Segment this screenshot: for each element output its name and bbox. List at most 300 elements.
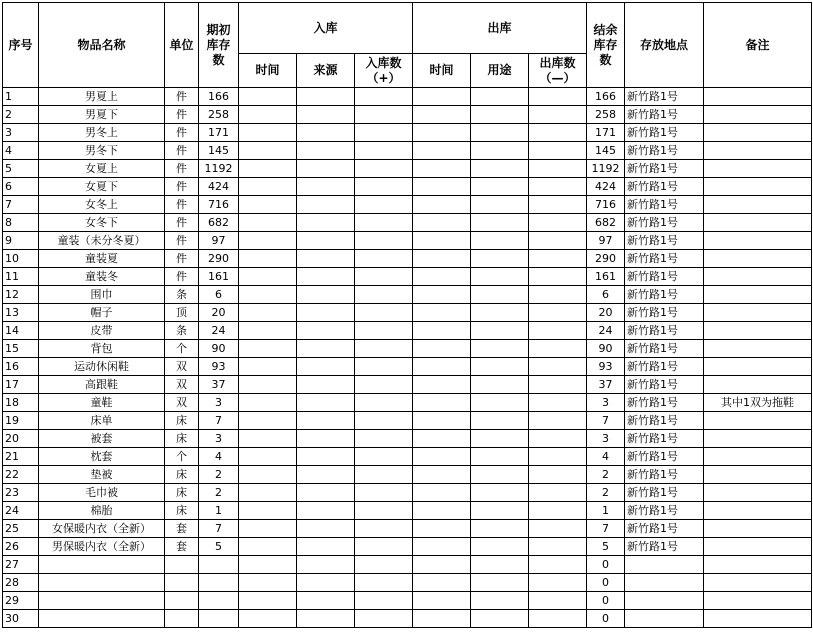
cell-remark[interactable] <box>704 592 812 610</box>
cell-location[interactable]: 新竹路1号 <box>625 412 704 430</box>
cell-item-name[interactable]: 男冬下 <box>39 142 165 160</box>
cell-in-source[interactable] <box>297 178 355 196</box>
cell-seq[interactable]: 25 <box>3 520 39 538</box>
cell-item-name[interactable]: 枕套 <box>39 448 165 466</box>
cell-in-time[interactable] <box>239 106 297 124</box>
cell-unit[interactable]: 条 <box>165 286 199 304</box>
cell-in-qty[interactable] <box>355 466 413 484</box>
cell-seq[interactable]: 13 <box>3 304 39 322</box>
cell-unit[interactable]: 双 <box>165 376 199 394</box>
cell-in-time[interactable] <box>239 322 297 340</box>
cell-closing-stock[interactable]: 6 <box>587 286 625 304</box>
cell-out-qty[interactable] <box>529 250 587 268</box>
cell-out-qty[interactable] <box>529 520 587 538</box>
cell-location[interactable]: 新竹路1号 <box>625 520 704 538</box>
cell-in-source[interactable] <box>297 538 355 556</box>
cell-remark[interactable] <box>704 124 812 142</box>
cell-out-qty[interactable] <box>529 304 587 322</box>
cell-out-use[interactable] <box>471 304 529 322</box>
cell-out-time[interactable] <box>413 88 471 106</box>
cell-item-name[interactable]: 棉胎 <box>39 502 165 520</box>
cell-out-use[interactable] <box>471 502 529 520</box>
cell-out-time[interactable] <box>413 214 471 232</box>
cell-out-use[interactable] <box>471 142 529 160</box>
cell-in-source[interactable] <box>297 412 355 430</box>
cell-in-time[interactable] <box>239 448 297 466</box>
cell-out-time[interactable] <box>413 178 471 196</box>
cell-in-qty[interactable] <box>355 394 413 412</box>
cell-out-use[interactable] <box>471 232 529 250</box>
cell-in-source[interactable] <box>297 448 355 466</box>
cell-unit[interactable]: 双 <box>165 358 199 376</box>
cell-out-time[interactable] <box>413 610 471 628</box>
cell-location[interactable]: 新竹路1号 <box>625 340 704 358</box>
cell-unit[interactable]: 条 <box>165 322 199 340</box>
cell-opening-stock[interactable] <box>199 592 239 610</box>
cell-out-qty[interactable] <box>529 322 587 340</box>
cell-remark[interactable] <box>704 502 812 520</box>
cell-out-qty[interactable] <box>529 124 587 142</box>
cell-in-qty[interactable] <box>355 448 413 466</box>
cell-in-source[interactable] <box>297 556 355 574</box>
cell-closing-stock[interactable]: 258 <box>587 106 625 124</box>
cell-remark[interactable] <box>704 412 812 430</box>
cell-unit[interactable]: 件 <box>165 268 199 286</box>
cell-opening-stock[interactable]: 7 <box>199 520 239 538</box>
cell-unit[interactable]: 套 <box>165 520 199 538</box>
cell-opening-stock[interactable] <box>199 610 239 628</box>
cell-location[interactable]: 新竹路1号 <box>625 88 704 106</box>
cell-out-time[interactable] <box>413 448 471 466</box>
cell-seq[interactable]: 28 <box>3 574 39 592</box>
cell-closing-stock[interactable]: 716 <box>587 196 625 214</box>
cell-remark[interactable] <box>704 106 812 124</box>
cell-remark[interactable] <box>704 142 812 160</box>
cell-unit[interactable]: 床 <box>165 412 199 430</box>
cell-closing-stock[interactable]: 7 <box>587 520 625 538</box>
cell-closing-stock[interactable]: 161 <box>587 268 625 286</box>
cell-unit[interactable] <box>165 592 199 610</box>
cell-closing-stock[interactable]: 0 <box>587 556 625 574</box>
cell-in-time[interactable] <box>239 610 297 628</box>
cell-in-source[interactable] <box>297 232 355 250</box>
cell-location[interactable]: 新竹路1号 <box>625 124 704 142</box>
cell-out-qty[interactable] <box>529 340 587 358</box>
cell-seq[interactable]: 23 <box>3 484 39 502</box>
cell-item-name[interactable]: 围巾 <box>39 286 165 304</box>
cell-out-use[interactable] <box>471 394 529 412</box>
cell-closing-stock[interactable]: 171 <box>587 124 625 142</box>
cell-in-time[interactable] <box>239 484 297 502</box>
cell-seq[interactable]: 2 <box>3 106 39 124</box>
cell-out-use[interactable] <box>471 556 529 574</box>
cell-seq[interactable]: 15 <box>3 340 39 358</box>
cell-item-name[interactable]: 女夏上 <box>39 160 165 178</box>
cell-in-source[interactable] <box>297 358 355 376</box>
cell-remark[interactable] <box>704 484 812 502</box>
cell-out-use[interactable] <box>471 268 529 286</box>
cell-out-qty[interactable] <box>529 178 587 196</box>
cell-out-time[interactable] <box>413 574 471 592</box>
cell-in-source[interactable] <box>297 394 355 412</box>
cell-location[interactable] <box>625 574 704 592</box>
cell-remark[interactable] <box>704 196 812 214</box>
cell-out-qty[interactable] <box>529 448 587 466</box>
cell-out-time[interactable] <box>413 196 471 214</box>
cell-location[interactable]: 新竹路1号 <box>625 178 704 196</box>
cell-out-qty[interactable] <box>529 430 587 448</box>
cell-closing-stock[interactable]: 0 <box>587 610 625 628</box>
cell-in-source[interactable] <box>297 160 355 178</box>
cell-in-qty[interactable] <box>355 520 413 538</box>
cell-opening-stock[interactable]: 145 <box>199 142 239 160</box>
cell-opening-stock[interactable]: 171 <box>199 124 239 142</box>
cell-out-time[interactable] <box>413 466 471 484</box>
cell-out-qty[interactable] <box>529 358 587 376</box>
cell-in-source[interactable] <box>297 142 355 160</box>
cell-remark[interactable] <box>704 160 812 178</box>
cell-in-qty[interactable] <box>355 610 413 628</box>
cell-out-time[interactable] <box>413 232 471 250</box>
cell-opening-stock[interactable]: 682 <box>199 214 239 232</box>
cell-out-qty[interactable] <box>529 502 587 520</box>
cell-out-qty[interactable] <box>529 538 587 556</box>
cell-out-use[interactable] <box>471 340 529 358</box>
cell-out-use[interactable] <box>471 88 529 106</box>
cell-location[interactable]: 新竹路1号 <box>625 142 704 160</box>
cell-unit[interactable]: 床 <box>165 466 199 484</box>
cell-in-source[interactable] <box>297 196 355 214</box>
cell-seq[interactable]: 6 <box>3 178 39 196</box>
cell-unit[interactable]: 件 <box>165 124 199 142</box>
cell-in-source[interactable] <box>297 520 355 538</box>
cell-closing-stock[interactable]: 166 <box>587 88 625 106</box>
cell-item-name[interactable]: 被套 <box>39 430 165 448</box>
cell-location[interactable] <box>625 556 704 574</box>
cell-opening-stock[interactable]: 97 <box>199 232 239 250</box>
cell-in-time[interactable] <box>239 232 297 250</box>
cell-closing-stock[interactable]: 145 <box>587 142 625 160</box>
cell-location[interactable]: 新竹路1号 <box>625 106 704 124</box>
cell-seq[interactable]: 12 <box>3 286 39 304</box>
cell-seq[interactable]: 8 <box>3 214 39 232</box>
cell-item-name[interactable]: 运动休闲鞋 <box>39 358 165 376</box>
cell-item-name[interactable]: 床单 <box>39 412 165 430</box>
cell-unit[interactable] <box>165 556 199 574</box>
cell-seq[interactable]: 9 <box>3 232 39 250</box>
cell-out-qty[interactable] <box>529 610 587 628</box>
cell-in-time[interactable] <box>239 196 297 214</box>
cell-in-qty[interactable] <box>355 502 413 520</box>
cell-remark[interactable] <box>704 430 812 448</box>
cell-out-time[interactable] <box>413 592 471 610</box>
cell-location[interactable]: 新竹路1号 <box>625 322 704 340</box>
cell-out-use[interactable] <box>471 286 529 304</box>
cell-seq[interactable]: 17 <box>3 376 39 394</box>
cell-out-qty[interactable] <box>529 160 587 178</box>
cell-remark[interactable] <box>704 376 812 394</box>
cell-unit[interactable]: 件 <box>165 178 199 196</box>
cell-seq[interactable]: 19 <box>3 412 39 430</box>
cell-in-time[interactable] <box>239 592 297 610</box>
cell-unit[interactable]: 件 <box>165 250 199 268</box>
cell-out-use[interactable] <box>471 412 529 430</box>
cell-location[interactable]: 新竹路1号 <box>625 232 704 250</box>
cell-opening-stock[interactable]: 93 <box>199 358 239 376</box>
cell-closing-stock[interactable]: 0 <box>587 592 625 610</box>
cell-in-qty[interactable] <box>355 142 413 160</box>
cell-unit[interactable]: 件 <box>165 232 199 250</box>
cell-out-use[interactable] <box>471 574 529 592</box>
cell-in-qty[interactable] <box>355 304 413 322</box>
cell-item-name[interactable] <box>39 556 165 574</box>
cell-out-time[interactable] <box>413 520 471 538</box>
cell-remark[interactable] <box>704 304 812 322</box>
cell-closing-stock[interactable]: 5 <box>587 538 625 556</box>
cell-item-name[interactable]: 女冬上 <box>39 196 165 214</box>
cell-out-qty[interactable] <box>529 412 587 430</box>
cell-closing-stock[interactable]: 24 <box>587 322 625 340</box>
cell-in-qty[interactable] <box>355 106 413 124</box>
cell-opening-stock[interactable]: 166 <box>199 88 239 106</box>
cell-in-time[interactable] <box>239 286 297 304</box>
cell-item-name[interactable]: 童装（未分冬夏） <box>39 232 165 250</box>
cell-out-qty[interactable] <box>529 376 587 394</box>
cell-in-time[interactable] <box>239 430 297 448</box>
cell-out-qty[interactable] <box>529 232 587 250</box>
cell-location[interactable]: 新竹路1号 <box>625 430 704 448</box>
cell-closing-stock[interactable]: 0 <box>587 574 625 592</box>
cell-unit[interactable]: 套 <box>165 538 199 556</box>
cell-seq[interactable]: 3 <box>3 124 39 142</box>
cell-in-qty[interactable] <box>355 214 413 232</box>
cell-out-use[interactable] <box>471 376 529 394</box>
cell-in-source[interactable] <box>297 250 355 268</box>
cell-item-name[interactable]: 女冬下 <box>39 214 165 232</box>
cell-item-name[interactable]: 垫被 <box>39 466 165 484</box>
cell-in-time[interactable] <box>239 250 297 268</box>
cell-out-time[interactable] <box>413 268 471 286</box>
cell-opening-stock[interactable]: 90 <box>199 340 239 358</box>
cell-location[interactable]: 新竹路1号 <box>625 196 704 214</box>
cell-out-qty[interactable] <box>529 592 587 610</box>
cell-location[interactable]: 新竹路1号 <box>625 160 704 178</box>
cell-closing-stock[interactable]: 37 <box>587 376 625 394</box>
cell-in-time[interactable] <box>239 466 297 484</box>
cell-remark[interactable] <box>704 250 812 268</box>
cell-unit[interactable]: 双 <box>165 394 199 412</box>
cell-closing-stock[interactable]: 424 <box>587 178 625 196</box>
cell-out-time[interactable] <box>413 430 471 448</box>
cell-out-qty[interactable] <box>529 556 587 574</box>
cell-out-use[interactable] <box>471 466 529 484</box>
cell-unit[interactable]: 顶 <box>165 304 199 322</box>
cell-remark[interactable] <box>704 574 812 592</box>
cell-remark[interactable] <box>704 268 812 286</box>
cell-opening-stock[interactable]: 3 <box>199 394 239 412</box>
cell-in-time[interactable] <box>239 340 297 358</box>
cell-closing-stock[interactable]: 4 <box>587 448 625 466</box>
cell-in-qty[interactable] <box>355 322 413 340</box>
cell-seq[interactable]: 27 <box>3 556 39 574</box>
cell-item-name[interactable]: 童装冬 <box>39 268 165 286</box>
cell-out-time[interactable] <box>413 250 471 268</box>
cell-in-qty[interactable] <box>355 574 413 592</box>
cell-in-source[interactable] <box>297 322 355 340</box>
cell-opening-stock[interactable]: 161 <box>199 268 239 286</box>
cell-in-source[interactable] <box>297 430 355 448</box>
cell-in-time[interactable] <box>239 88 297 106</box>
cell-closing-stock[interactable]: 20 <box>587 304 625 322</box>
cell-out-use[interactable] <box>471 448 529 466</box>
cell-in-source[interactable] <box>297 376 355 394</box>
cell-in-qty[interactable] <box>355 340 413 358</box>
cell-out-time[interactable] <box>413 340 471 358</box>
cell-in-qty[interactable] <box>355 286 413 304</box>
cell-opening-stock[interactable]: 258 <box>199 106 239 124</box>
cell-in-time[interactable] <box>239 304 297 322</box>
cell-unit[interactable]: 床 <box>165 430 199 448</box>
cell-out-time[interactable] <box>413 322 471 340</box>
cell-out-time[interactable] <box>413 304 471 322</box>
cell-in-qty[interactable] <box>355 88 413 106</box>
cell-remark[interactable] <box>704 358 812 376</box>
cell-in-source[interactable] <box>297 106 355 124</box>
cell-out-use[interactable] <box>471 592 529 610</box>
cell-location[interactable]: 新竹路1号 <box>625 448 704 466</box>
cell-item-name[interactable]: 背包 <box>39 340 165 358</box>
cell-location[interactable]: 新竹路1号 <box>625 484 704 502</box>
cell-out-time[interactable] <box>413 556 471 574</box>
cell-in-qty[interactable] <box>355 160 413 178</box>
cell-remark[interactable] <box>704 88 812 106</box>
cell-in-time[interactable] <box>239 160 297 178</box>
cell-out-time[interactable] <box>413 412 471 430</box>
cell-item-name[interactable]: 帽子 <box>39 304 165 322</box>
cell-unit[interactable]: 床 <box>165 484 199 502</box>
cell-out-time[interactable] <box>413 286 471 304</box>
cell-in-source[interactable] <box>297 214 355 232</box>
cell-out-use[interactable] <box>471 484 529 502</box>
cell-out-qty[interactable] <box>529 106 587 124</box>
cell-seq[interactable]: 20 <box>3 430 39 448</box>
cell-in-qty[interactable] <box>355 268 413 286</box>
cell-location[interactable]: 新竹路1号 <box>625 376 704 394</box>
cell-closing-stock[interactable]: 97 <box>587 232 625 250</box>
cell-out-time[interactable] <box>413 484 471 502</box>
cell-item-name[interactable]: 高跟鞋 <box>39 376 165 394</box>
cell-closing-stock[interactable]: 682 <box>587 214 625 232</box>
cell-out-qty[interactable] <box>529 484 587 502</box>
cell-remark[interactable] <box>704 448 812 466</box>
cell-opening-stock[interactable]: 5 <box>199 538 239 556</box>
cell-unit[interactable]: 个 <box>165 448 199 466</box>
cell-opening-stock[interactable]: 37 <box>199 376 239 394</box>
cell-item-name[interactable]: 毛巾被 <box>39 484 165 502</box>
cell-opening-stock[interactable]: 4 <box>199 448 239 466</box>
cell-location[interactable]: 新竹路1号 <box>625 538 704 556</box>
cell-in-source[interactable] <box>297 610 355 628</box>
cell-unit[interactable]: 件 <box>165 196 199 214</box>
cell-out-use[interactable] <box>471 178 529 196</box>
cell-item-name[interactable]: 男保暖内衣（全新） <box>39 538 165 556</box>
cell-unit[interactable]: 件 <box>165 214 199 232</box>
cell-opening-stock[interactable]: 1192 <box>199 160 239 178</box>
cell-location[interactable]: 新竹路1号 <box>625 358 704 376</box>
cell-remark[interactable] <box>704 556 812 574</box>
cell-opening-stock[interactable]: 6 <box>199 286 239 304</box>
cell-seq[interactable]: 16 <box>3 358 39 376</box>
cell-opening-stock[interactable]: 1 <box>199 502 239 520</box>
cell-closing-stock[interactable]: 290 <box>587 250 625 268</box>
cell-remark[interactable] <box>704 538 812 556</box>
cell-opening-stock[interactable] <box>199 556 239 574</box>
cell-seq[interactable]: 5 <box>3 160 39 178</box>
cell-in-source[interactable] <box>297 466 355 484</box>
cell-unit[interactable]: 个 <box>165 340 199 358</box>
cell-closing-stock[interactable]: 3 <box>587 394 625 412</box>
cell-in-qty[interactable] <box>355 592 413 610</box>
cell-seq[interactable]: 22 <box>3 466 39 484</box>
cell-item-name[interactable] <box>39 574 165 592</box>
cell-out-time[interactable] <box>413 124 471 142</box>
cell-location[interactable]: 新竹路1号 <box>625 214 704 232</box>
cell-in-qty[interactable] <box>355 430 413 448</box>
cell-remark[interactable] <box>704 214 812 232</box>
cell-opening-stock[interactable]: 424 <box>199 178 239 196</box>
cell-out-use[interactable] <box>471 196 529 214</box>
cell-in-qty[interactable] <box>355 178 413 196</box>
cell-in-time[interactable] <box>239 538 297 556</box>
cell-seq[interactable]: 18 <box>3 394 39 412</box>
cell-in-qty[interactable] <box>355 556 413 574</box>
cell-out-time[interactable] <box>413 394 471 412</box>
cell-out-qty[interactable] <box>529 142 587 160</box>
cell-in-source[interactable] <box>297 286 355 304</box>
cell-out-use[interactable] <box>471 322 529 340</box>
cell-in-time[interactable] <box>239 142 297 160</box>
cell-in-time[interactable] <box>239 178 297 196</box>
cell-in-qty[interactable] <box>355 484 413 502</box>
cell-unit[interactable]: 件 <box>165 106 199 124</box>
cell-seq[interactable]: 24 <box>3 502 39 520</box>
cell-in-time[interactable] <box>239 394 297 412</box>
cell-opening-stock[interactable]: 290 <box>199 250 239 268</box>
cell-in-qty[interactable] <box>355 412 413 430</box>
cell-unit[interactable]: 件 <box>165 142 199 160</box>
cell-closing-stock[interactable]: 3 <box>587 430 625 448</box>
cell-in-time[interactable] <box>239 412 297 430</box>
cell-out-use[interactable] <box>471 520 529 538</box>
cell-closing-stock[interactable]: 2 <box>587 466 625 484</box>
cell-in-qty[interactable] <box>355 124 413 142</box>
cell-out-time[interactable] <box>413 160 471 178</box>
cell-unit[interactable]: 件 <box>165 160 199 178</box>
cell-in-qty[interactable] <box>355 250 413 268</box>
cell-in-time[interactable] <box>239 124 297 142</box>
cell-in-time[interactable] <box>239 214 297 232</box>
cell-out-qty[interactable] <box>529 286 587 304</box>
cell-closing-stock[interactable]: 2 <box>587 484 625 502</box>
cell-closing-stock[interactable]: 1 <box>587 502 625 520</box>
cell-seq[interactable]: 26 <box>3 538 39 556</box>
cell-seq[interactable]: 29 <box>3 592 39 610</box>
cell-in-time[interactable] <box>239 268 297 286</box>
cell-in-source[interactable] <box>297 88 355 106</box>
cell-out-qty[interactable] <box>529 574 587 592</box>
cell-item-name[interactable]: 女夏下 <box>39 178 165 196</box>
cell-remark[interactable] <box>704 340 812 358</box>
